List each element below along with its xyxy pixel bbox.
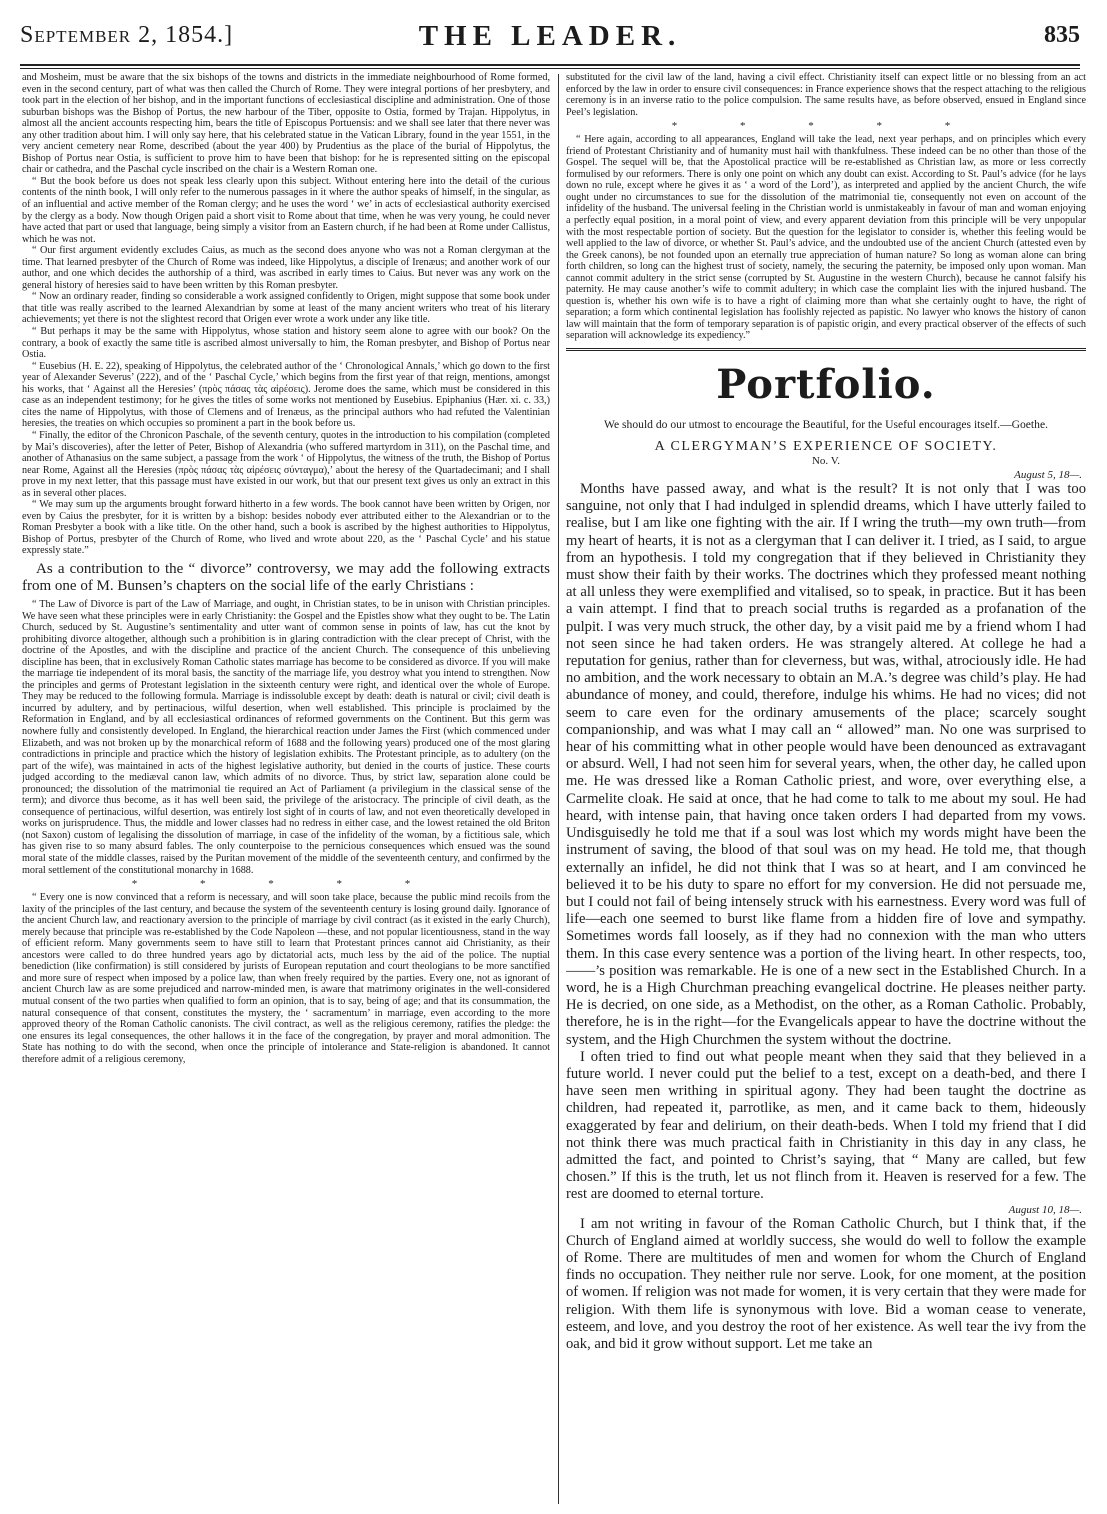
- intro-paragraph: As a contribution to the “ divorce” controversy, we may add the following extracts from one of M. Bunsen’s chapters on the social life of the early Christians :: [22, 560, 550, 594]
- paragraph: “ But perhaps it may be the same with Hippolytus, whose station and history seem alone to agree with our book? On the contrary, a book of exactly the same title is ascribed almost universally to him, the Roman presbyter, and Bishop of Portus near Ostia.: [22, 326, 550, 361]
- paragraph: “ The Law of Divorce is part of the Law of Marriage, and ought, in Christian states, to be in unison with Christian principles. We have seen what these principles were in early Christianity: the Gospel and the Epistles show what they ought to be. The Latin Church, seduced by St. Augustine’s sentimentality and utter want of common sense in points of law, has cut the knot by prohibiting divorce altogether, although such a prohibition is in glaring contradiction with the clear precept of Christ, with the doctrine of the Apostles, and with the discipline and practice of the ancient Church. The consequence of this unbelieving discipline has been, that in exclusively Roman Catholic states marriage has become to be considered as divorce. If you will make the marriage tie independent of its moral basis, the sanctity of the marriage life, you destroy what you intend to strengthen. Now the principles and germs of Protestant legislation in the sixteenth century were right, and identical over the whole of Europe. They may be reduced to the following formula. Marriage is indissoluble except by death: death is natural or civil; civil death is incurred by adultery, and by pertinacious, wilful desertion, when well established. This principle is proclaimed by the Reformation in England, and by all ecclesiastical ordinances of reformed governments on the Continent. But this germ was nowhere fully and consistently developed. In England, the hierarchical reaction under James the First (which commenced under Elizabeth, and was not broken up by the monarchical reform of 1688 and the following years) produced one of the most glaring contradictions in principle and practice which the history of legislation exhibits. The Protestant principle, as to adultery (on the part of the wife), was maintained in acts of the highest legislative authority, but denied in the courts of justice. These courts judged according to the mediæval canon law, which admits of no divorce. Thus, by strict law, separation alone could be pronounced; the dissolution of the matrimonial tie required an Act of Parliament (a privilegium in the classical sense of the term); and divorce thus become, as it has well been said, the privilege of the aristocracy. The principle of civil death, as the consequence of pertinacious, wilful desertion, was entirely lost sight of in courts of law, and not even theoretically developed in works on jurisprudence. Thus, the middle and lower classes had no redress in either case, and the lowest retained the old Briton (not Saxon) custom of legalising the dissolution of marriage, in case of the infidelity of the woman, by a fictitious sale, which has given rise to so many absurd fables. The only counterpoise to the pernicious consequences which ensued was the sound moral state of the middle classes, raised by the Puritan movement of the middle of the seventeenth century, and confirmed by the moral settlement of the constitutional monarchy in 1688.: [22, 598, 550, 876]
- header-rule: [20, 64, 1080, 66]
- paragraph: “ Finally, the editor of the Chronicon Paschale, of the seventh century, quotes in the introduction to his compilation (completed by Mai’s discoveries), after the letter of Peter, Bishop of Alexandria (who suffered martyrdom in 311), on the Paschal time, and another of Athanasius on the same subject, a passage from the work ‘ of Hippolytus, the witness of the truth, the Bishop of Portus near Rome, Against all the Heresies (πρὸς πάσας τὰς αἱρέσεις σύνταγμα),’ about the heresy of the Quartadecimani; and I shall prove in my next letter, that this passage must have existed in our work, but that our present text gives us only an extract in this as in several other places.: [22, 429, 550, 499]
- article-number: No. V.: [811, 455, 841, 468]
- paragraph: and Mosheim, must be aware that the six bishops of the towns and districts in the immediate neighbourhood of Rome formed, even in the second century, part of what was then called the Church of Rome. They were integral portions of her presbytery, and took part in the election of her bishop, and in the important functions of ecclesiastical discipline and administration. One of those suburban bishops was the Bishop of Portus, the new harbour of the Tiber, opposite to Ostia, formed by Trajan. Hippolytus, in almost all the ancient accounts respecting him, bears the title of Episcopus Portuensis: and we shall see later that there never was any other tradition about him. I will only say here, that his celebrated statue in the Vatican Library, found in the year 1551, in the very ancient cemetery near Rome, described (about the year 400) by Prudentius as the place of the burial of Hippolytus, the Bishop of Portus near Ostia, is sufficient to prove him to have been that bishop: for he is represented sitting on the episcopal chair or cathedra, and the Paschal cycle inscribed on the chair is a Western Roman one.: [22, 72, 550, 176]
- dateline: August 10, 18—.: [1008, 1203, 1082, 1216]
- paragraph: substituted for the civil law of the land, having a civil effect. Christianity itself can expect little or no blessing from an act enforced by the law in order to ensure civil consequences: in France experience shows that the respect attaching to the religious ceremony is in an inverse ratio to the police compulsion. The same results have, as before observed, ensued in England since Peel’s legislation.: [566, 72, 1086, 118]
- paragraph: “ Here again, according to all appearances, England will take the lead, next year perhaps, and on principles which every friend of Protestant Christianity and of humanity must hail with thankfulness. These indeed can be no other than those of the Gospel. The sequel will be, that the Apostolical practice will be re-established as Christian law, as more or less correctly formulised by our reformers. There is only one point on which any doubt can exist. According to St. Paul’s advice (for he lays down no rule, except where he gives it as ‘ a word of the Lord’), as interpreted and applied by the ancient Church, the wife ought under no circumstances to sue for the dissolution of the matrimonial tie, consequently not even on account of the infidelity of the husband. The universal feeling in the Christian world is unmistakeably in favour of man and woman enjoying a perfectly equal position, in a moral point of view, and every apparent deviation from this principle will be very unpopular with the most respectable portion of society. But the question for the legislator to consider is, whether this feeling would be well applied to the law of divorce, or whether St. Paul’s advice, and the undoubted use of the ancient Church (attested even by the Greek canons), be not founded upon an eternally true appreciation of human nature? So long as woman alone can bring forth children, so long can the highest trust of society, namely, the securing the paternity, be imposed only upon woman. Man cannot commit adultery in the strict sense (corrupted by St. Augustine in the western Church), because he cannot falsify his paternity. He may cause another’s wife to commit adultery; in which case the complaint lies with the injured husband. The question is, whether his own wife is to have a right of claiming more than what she certainly ought to have, the right of separation; a form which continental legislation has foolishly rejected as papistic. No lawyer who knows the history of canon law will maintain that the form of temporary separation is of papistic origin, and every practical observer of the effects of such separation will acknowledge its expediency.”: [566, 134, 1086, 342]
- header-rule-thin: [20, 68, 1080, 69]
- right-column: [566, 72, 1086, 1508]
- column-divider: [558, 74, 559, 1504]
- paragraph: Months have passed away, and what is the result? It is not only that I was too sanguine, not only that I had indulged in splendid dreams, which I have utterly failed to realise, but I am like one fighting with the air. If I wring the truth—my own truth—from my heart of hearts, it is not as a clergyman that I can deliver it. I tried, as I said, to argue from an hypothesis. I told my congregation that if they believed in Christianity they must show their faith by their works. The doctrines which they professed meant nothing at all unless they were exemplified and vitalised, so to speak, in practice. But it has been a vain attempt. I find that to preach social truths is regarded as a profanation of the pulpit. I was very much struck, the other day, by a visit paid me by a friend whom I had not seen since he had taken orders. He was strangely altered. At college he had a reputation for genius, rather than for cleverness, but was, withal, atrociously idle. He had no ambition, and the work necessary to obtain an M.A.’s degree was child’s play. He had abundance of money, and could, therefore, indulge his whims. He had no vices; did not seem to care even for the ordinary amusements of the place; scarcely sought companionship, and was what I may call an “ allowed” man. No one was surprised to hear of his committing what in other people would have been denounced as extravagant or absurd. Well, I had not seen him for several years, when, the other day, he called upon me. He was dressed like a Roman Catholic priest, and wore, over everything else, a Carmelite cloak. He said at once, that he had come to talk to me about my soul. He had heard, with intense pain, that having once taken orders I had departed from my vows. Undisguisedly he told me that if a soul was lost which my words might have been the instrument of saving, the blood of that soul was on my head. He told me, that though externally an infidel, he did not think that I was so at heart, and I am convinced he believed it to be his duty to spare no effort for my conversion. He did not persuade me, but I could not fail of being intensely struck with his earnestness. Every word was full of life—each one seemed to burst like flame from a hidden fire of love and sympathy. Sometimes words fall loosely, as if they had no connexion with the man who utters them. In this case every sentence was a portion of the living heart. In other respects, too, ——’s position was remarkable. He is one of a new sect in the Established Church. In a word, he is a High Churchman preaching evangelical doctrine. He pleases neither party. He is decried, on one side, as a Methodist, on the other, as a Roman Catholic. Probably, therefore, he is in the right—for the Evangelicals appear to have the doctrine without the system, and the High Churchmen the system without the doctrine.: [566, 481, 1086, 1048]
- paragraph: I often tried to find out what people meant when they said that they believed in a future world. I never could put the belief to a test, except on a death-bed, and there I have seen men writhing in spiritual agony. They had been taught the doctrine as children, had repeated it, parrotlike, as men, and it came back to them, hideously exaggerated by fear and delirium, on their death-beds. When I told my friend that I did not think there was much practical faith in Christianity in this day in any class, he admitted the fact, and pointed to Christ’s saying, that “ Many are called, but few chosen.” If this is the truth, let us not flinch from it. Heaven is reserved for a few. The rest are doomed to eternal torture.: [566, 1048, 1086, 1203]
- paragraph: “ But the book before us does not speak less clearly upon this subject. Without entering here into the detail of the curious contents of the ninth book, I will only refer to the numerous passages in it where the author speaks of himself, in the singular, as of an influential and active member of the Roman clergy; and he uses the word ‘ we’ in acts of ecclesiastical authority exercised by the clergy as a body. Now though Origen paid a short visit to Rome about that time, when he was very young, he could never have acted that part or used that language, being simply a visitor from an Eastern church, if he had been at Rome under Callistus, which he was not.: [22, 175, 550, 245]
- newspaper-title: THE LEADER.: [418, 20, 682, 52]
- section-break-stars: * * * * *: [131, 878, 441, 891]
- masthead: [20, 22, 1080, 62]
- section-motto: We should do our utmost to encourage the Beautiful, for the Useful encourages itself.—Goethe.: [603, 418, 1048, 432]
- paragraph: “ Every one is now convinced that a reform is necessary, and will soon take place, because the public mind recoils from the laxity of the principles of the last century, and because the system of the seventeenth century is losing ground daily. Ignorance of the ancient Church law, and reactionary aversion to the principle of marriage by civil contract (as it existed in the early Church), merely because that principle was re-established by the Code Napoleon —these, and not popular licentiousness, stand in the way of efficient reform. Many governments seem to have still to learn that Protestant princes cannot aid Christianity, as their ancestors were called to do three hundred years ago by dictatorial acts, much less by the aid of the police. The nuptial benediction (like confirmation) is still considered by jurists of European reputation and court theologians to be more sanctified and more sure of respect when imposed by a police law, than when freely required by the parties. Every one, not as ignorant of ancient Church law as are some prejudiced and narrow-minded men, is aware that matrimony originates in the well-considered mutual consent of the two parties when qualified to form an opinion, that is to say, being of age; and that its consummation, the natural consequence of that consent, constitutes the mystery, the ‘ sacramentum’ in marriage, even according to the more approved theory of the Roman Catholic canonists. The civil contract, as well as the religious ceremony, ratifies the pledge: the one ensures its legal consequences, the other hallows it in the face of the congregation, by prayer and moral admonition. The State has nothing to do with the second, when once the principle of intolerance and State-religion is abandoned. It cannot therefore admit of a religious ceremony,: [22, 892, 550, 1065]
- paragraph: “ Eusebius (H. E. 22), speaking of Hippolytus, the celebrated author of the ‘ Chronological Annals,’ which go down to the first year of Alexander Severus’ (222), and of the ‘ Paschal Cycle,’ which begins from the first year of that reign, mentions, amongst his works, that ‘ Against all the Heresies’ (πρὸς πάσας τὰς αἱρέσεις). Jerome does the same, which must be considered in this case as an independent testimony; for he gives the titles of some works not mentioned by Eusebius. Epiphanius (Hær. xi. c. 33,) cites the name of Hippolytus, with those of Clemens and of Irenæus, as the principal authors who had refuted the Valentinian heresies, the treaties on which occupies so prominent a part in the book before us.: [22, 360, 550, 430]
- paragraph: “ Now an ordinary reader, finding so considerable a work assigned confidently to Origen, might suppose that some book under that title was really ascribed to the learned Alexandrian by some at least of the many ancient writers who treat of his literary achievements; yet there is not the slightest record that Origen ever wrote a work under any like title.: [22, 291, 550, 326]
- section-break-stars: * * * * *: [671, 120, 981, 133]
- issue-date: September 2, 1854.]: [20, 22, 234, 48]
- section-rule: [566, 348, 1086, 351]
- paragraph: I am not writing in favour of the Roman Catholic Church, but I think that, if the Church of England aimed at worldly success, she would do well to follow the example of Rome. There are multitudes of men and women for whom the Church of England finds no occupation. They neither rule nor serve. Look, for one moment, at the position of women. If religion was not made for women, it is very certain that they were made for religion. With them life is synonymous with love. Bid a woman cease to venerate, esteem, and love, and you destroy the root of her existence. As well tear the ivy from the oak, and bid it grow without support. Let me take an: [566, 1215, 1086, 1352]
- portfolio-heading: Portfolio.: [716, 361, 936, 409]
- page-number: 835: [1044, 22, 1080, 48]
- left-column: [22, 72, 550, 1508]
- dateline: August 5, 18—.: [1014, 469, 1082, 482]
- paragraph: “ We may sum up the arguments brought forward hitherto in a few words. The book cannot have been written by Origen, nor even by Caius the presbyter, for it is written by a bishop: besides nobody ever attributed either to the Alexandrian or to the Roman Presbyter a book with a like title. On the other hand, such a book is ascribed by the highest authorities to Hippolytus, Bishop of Portus, presbyter of the Church of Rome, who lived and wrote about 220, as the ‘ Paschal Cycle’ and his statue expressly state.”: [22, 499, 550, 557]
- paragraph: “ Our first argument evidently excludes Caius, as much as the second does anyone who was not a Roman clergyman at the time. That learned presbyter of the Church of Rome was indeed, like Hippolytus, a disciple of Irenæus; and another work of our author, and one which decides the authorship of a third, was ascribed in early times to Caius. But never was any work on the general history of heresies said to have been written by this Roman presbyter.: [22, 245, 550, 291]
- article-title: A CLERGYMAN’S EXPERIENCE OF SOCIETY.: [654, 439, 998, 455]
